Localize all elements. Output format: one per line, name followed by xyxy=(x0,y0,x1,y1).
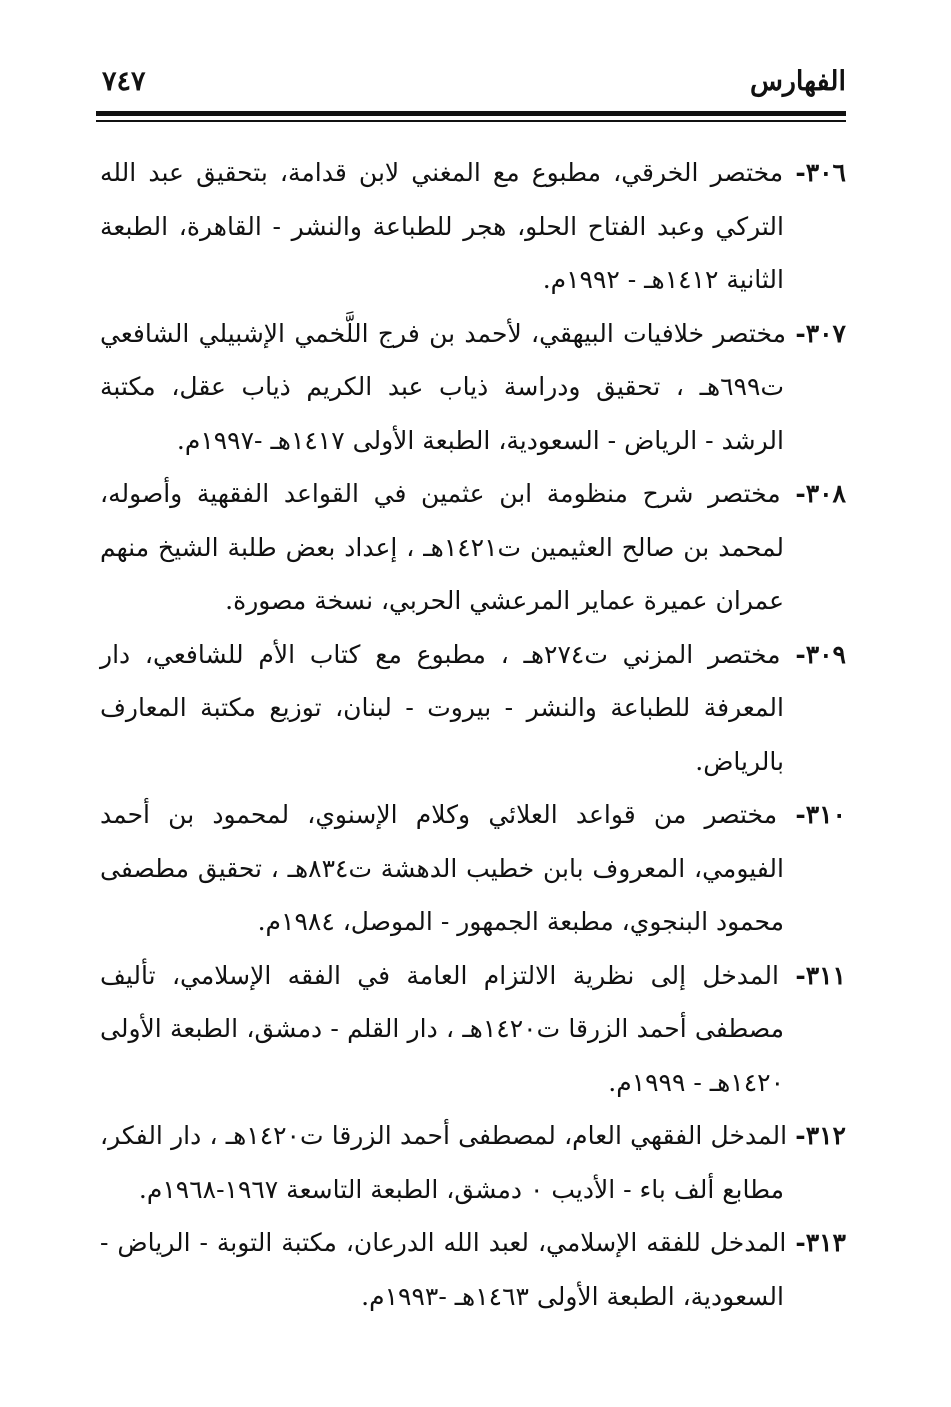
entry-number: ٣١١- xyxy=(795,960,846,990)
bibliography-entry xyxy=(100,1216,846,1323)
entry-number: ٣٠٧- xyxy=(795,318,846,348)
bibliography-entry xyxy=(100,788,846,949)
entry-text: مختصر الخرقي، مطبوع مع المغني لابن قدامة، بتحقيق عبد الله التركي وعبد الفتاح الحلو، هجر للطباعة والنشر - القاهرة، الطبعة الثانية ١٤١٢هـ - ١٩٩٢م. xyxy=(100,158,784,294)
running-header-title: الفهارس xyxy=(749,66,846,97)
entry-number: ٣١٠- xyxy=(795,800,846,829)
entry-number: ٣٠٩- xyxy=(795,639,846,669)
bibliography-entry xyxy=(100,1109,846,1216)
page-number: ٧٤٧ xyxy=(102,66,146,97)
entry-text: مختصر خلافيات البيهقي، لأحمد بن فرج اللَّخمي الإشبيلي الشافعي ت٦٩٩هـ ، تحقيق ودراسة ذياب عبد الكريم ذياب عقل، مكتبة الرشد - الرياض - السعودية، الطبعة الأولى ١٤١٧هـ -١٩٩٧م. xyxy=(100,318,786,455)
header-rule-thin xyxy=(96,120,846,122)
page-header xyxy=(96,62,846,112)
entry-text: مختصر من قواعد العلائي وكلام الإسنوي، لمحمود بن أحمد الفيومي، المعروف بابن خطيب الدهشة ت٨٣٤هـ ، تحقيق مطصفى محمود البنجوي، مطبعة الجمهور - الموصل، ١٩٨٤م. xyxy=(100,800,784,936)
entry-text: المدخل للفقه الإسلامي، لعبد الله الدرعان، مكتبة التوبة - الرياض - السعودية، الطبعة الأولى ١٤٦٣هـ -١٩٩٣م. xyxy=(100,1228,787,1311)
entry-text: مختصر المزني ت٢٧٤هـ ، مطبوع مع كتاب الأم للشافعي، دار المعرفة للطباعة والنشر - بيروت - لبنان، توزيع مكتبة المعارف بالرياض. xyxy=(100,639,784,776)
entry-text: المدخل الفقهي العام، لمصطفى أحمد الزرقا ت١٤٢٠هـ ، دار الفكر، مطابع ألف باء - الأديب ٠ دمشق، الطبعة التاسعة ١٩٦٧-١٩٦٨م. xyxy=(100,1121,788,1204)
entry-number: ٣١٢- xyxy=(795,1121,846,1150)
bibliography-list xyxy=(100,146,846,1323)
bibliography-entry xyxy=(100,467,846,628)
entry-text: المدخل إلى نظرية الالتزام العامة في الفقه الإسلامي، تأليف مصطفى أحمد الزرقا ت١٤٢٠هـ ، دار القلم - دمشق، الطبعة الأولى ١٤٢٠هـ - ١٩٩٩م. xyxy=(100,960,784,1097)
entry-number: ٣١٣- xyxy=(795,1228,846,1257)
entry-number: ٣٠٨- xyxy=(795,479,846,508)
header-rule-thick xyxy=(96,111,846,116)
bibliography-entry xyxy=(100,146,846,307)
bibliography-entry xyxy=(100,949,846,1110)
bibliography-entry xyxy=(100,307,846,468)
entry-number: ٣٠٦- xyxy=(795,158,846,187)
entry-text: مختصر شرح منظومة ابن عثمين في القواعد الفقهية وأصوله، لمحمد بن صالح العثيمين ت١٤٢١هـ ، إعداد بعض طلبة الشيخ منهم عمران عميرة عماير المرعشي الحربي، نسخة مصورة. xyxy=(100,479,785,615)
bibliography-entry xyxy=(100,628,846,789)
